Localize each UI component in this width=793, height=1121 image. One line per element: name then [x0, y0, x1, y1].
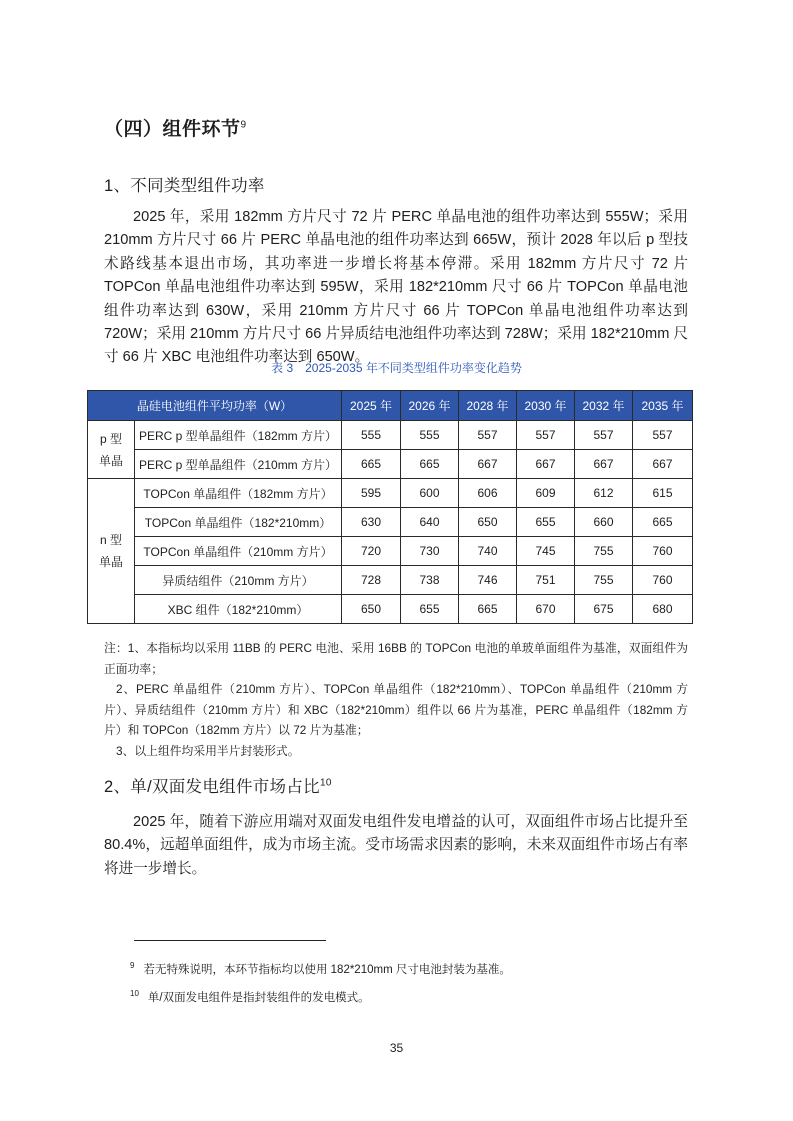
footnote-ref-10[interactable]: 10 [319, 777, 332, 789]
value-cell: 745 [517, 537, 575, 566]
value-cell: 655 [517, 508, 575, 537]
footnote-number: 10 [130, 989, 139, 999]
row-label: 异质结组件（210mm 方片） [135, 566, 342, 595]
value-cell: 555 [401, 421, 459, 450]
note-3: 3、以上组件均采用半片封装形式。 [116, 743, 300, 758]
value-cell: 670 [517, 595, 575, 624]
table-notes [104, 638, 688, 761]
row-label: PERC p 型单晶组件（210mm 方片） [135, 450, 342, 479]
header-year: 2025 年 [342, 391, 401, 421]
value-cell: 728 [342, 566, 401, 595]
value-cell: 730 [401, 537, 459, 566]
value-cell: 655 [401, 595, 459, 624]
table-row [88, 595, 693, 624]
value-cell: 751 [517, 566, 575, 595]
footnote-9 [130, 961, 511, 977]
footnote-ref-9[interactable]: 9 [240, 119, 247, 131]
table-row [88, 421, 693, 450]
value-cell: 667 [517, 450, 575, 479]
value-cell: 760 [633, 537, 693, 566]
page-number: 35 [389, 1041, 404, 1055]
footnote-text: 单/双面发电组件是指封装组件的发电模式。 [147, 992, 370, 1004]
value-cell: 665 [401, 450, 459, 479]
header-year: 2030 年 [517, 391, 575, 421]
table-header-row [88, 391, 693, 421]
value-cell: 760 [633, 566, 693, 595]
footnote-10 [130, 989, 370, 1005]
value-cell: 609 [517, 479, 575, 508]
footnote-divider [134, 940, 326, 941]
note-2: 2、PERC 单晶组件（210mm 方片）、TOPCon 单晶组件（182*210mm）、TOPCon 单晶组件（210mm 方片）、异质结组件（210mm 方片）和 XBC（182*210mm）组件以 66 片为基准，PERC 单晶组件（182mm 方片）和 TOPCon（182mm 方片）以 72 片为基准； [104, 682, 688, 737]
footnote-number: 9 [130, 961, 135, 971]
value-cell: 555 [342, 421, 401, 450]
table-row [88, 537, 693, 566]
value-cell: 667 [459, 450, 517, 479]
value-cell: 650 [342, 595, 401, 624]
row-label: TOPCon 单晶组件（182*210mm） [135, 508, 342, 537]
value-cell: 640 [401, 508, 459, 537]
group-label: p 型 单晶 [88, 421, 135, 479]
value-cell: 600 [401, 479, 459, 508]
header-label: 晶硅电池组件平均功率（W） [88, 391, 342, 421]
value-cell: 667 [633, 450, 693, 479]
value-cell: 615 [633, 479, 693, 508]
value-cell: 675 [575, 595, 633, 624]
value-cell: 755 [575, 566, 633, 595]
header-year: 2035 年 [633, 391, 693, 421]
table-row [88, 508, 693, 537]
value-cell: 557 [517, 421, 575, 450]
header-year: 2028 年 [459, 391, 517, 421]
value-cell: 650 [459, 508, 517, 537]
value-cell: 665 [342, 450, 401, 479]
table-row [88, 450, 693, 479]
value-cell: 665 [633, 508, 693, 537]
value-cell: 740 [459, 537, 517, 566]
value-cell: 660 [575, 508, 633, 537]
paragraph-module-power: 2025 年，采用 182mm 方片尺寸 72 片 PERC 单晶电池的组件功率达到 555W；采用 210mm 方片尺寸 66 片 PERC 单晶电池的组件功率达到 665W，预计 2028 年以后 p 型技术路线基本退出市场，其功率进一步增长将基本停滞。采用 182mm 方片尺寸 72 片 TOPCon 单晶电池组件功率达到 595W，采用 182*210mm 尺寸 66 片 TOPCon 单晶电池组件功率达到 630W，采用 210mm 方片尺寸 66 片 TOPCon 单晶电池组件功率达到 720W；采用 210mm 方片尺寸 66 片异质结电池组件功率达到 728W；采用 182*210mm 尺寸 66 片 XBC 电池组件功率达到 650W。 [104, 209, 688, 366]
value-cell: 557 [575, 421, 633, 450]
table-caption: 表 3 2025-2035 年不同类型组件功率变化趋势 [271, 361, 522, 375]
section-title: （四）组件环节$^9$ [104, 119, 247, 140]
module-power-table [87, 390, 693, 624]
row-label: PERC p 型单晶组件（182mm 方片） [135, 421, 342, 450]
value-cell: 612 [575, 479, 633, 508]
row-label: TOPCon 单晶组件（210mm 方片） [135, 537, 342, 566]
value-cell: 665 [459, 595, 517, 624]
header-year: 2032 年 [575, 391, 633, 421]
row-label: XBC 组件（182*210mm） [135, 595, 342, 624]
value-cell: 738 [401, 566, 459, 595]
value-cell: 667 [575, 450, 633, 479]
value-cell: 680 [633, 595, 693, 624]
paragraph-bifacial-share: 2025 年，随着下游应用端对双面发电组件发电增益的认可，双面组件市场占比提升至 80.4%，远超单面组件，成为市场主流。受市场需求因素的影响，未来双面组件市场占有率将进一步增长。 [104, 814, 688, 877]
table-row [88, 566, 693, 595]
row-label: TOPCon 单晶组件（182mm 方片） [135, 479, 342, 508]
value-cell: 746 [459, 566, 517, 595]
value-cell: 630 [342, 508, 401, 537]
group-label: n 型 单晶 [88, 479, 135, 624]
value-cell: 606 [459, 479, 517, 508]
table-row [88, 479, 693, 508]
footnote-text: 若无特殊说明，本环节指标均以使用 182*210mm 尺寸电池封装为基准。 [143, 964, 511, 976]
value-cell: 595 [342, 479, 401, 508]
value-cell: 557 [633, 421, 693, 450]
subsection-title-bifacial: 2、单/双面发电组件市场占比$^{10}$ [104, 777, 332, 796]
header-year: 2026 年 [401, 391, 459, 421]
value-cell: 755 [575, 537, 633, 566]
subsection-title-power: 1、不同类型组件功率 [104, 177, 265, 195]
value-cell: 557 [459, 421, 517, 450]
note-1: 注：1、本指标均以采用 11BB 的 PERC 电池、采用 16BB 的 TOPCon 电池的单玻单面组件为基准，双面组件为正面功率； [104, 641, 688, 676]
value-cell: 720 [342, 537, 401, 566]
